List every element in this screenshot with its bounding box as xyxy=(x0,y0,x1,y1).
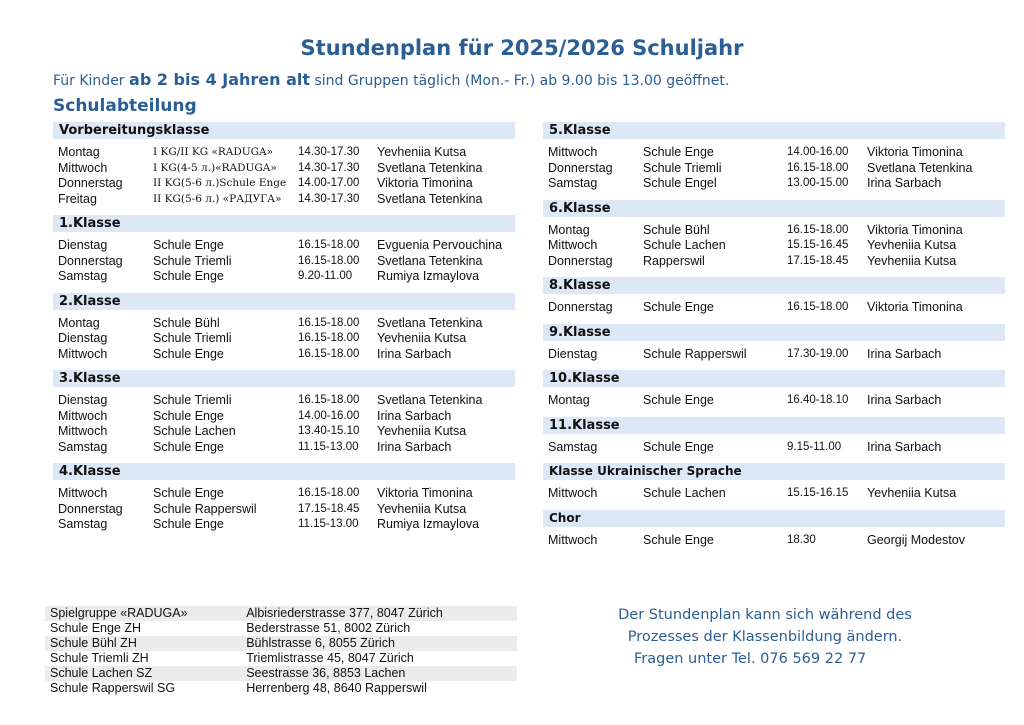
schedule-day: Freitag xyxy=(58,191,97,206)
class-section xyxy=(53,293,515,367)
schedule-place: Schule Engel xyxy=(643,176,717,190)
schedule-day: Donnerstag xyxy=(548,160,613,175)
schedule-day: Dienstag xyxy=(548,346,598,361)
schedule-row xyxy=(543,161,1005,177)
schedule-time: 16.40-18.10 xyxy=(787,394,849,406)
class-section xyxy=(543,463,1005,506)
class-section xyxy=(53,463,515,537)
schedule-place: Schule Enge xyxy=(153,486,224,500)
schedule-place: Schule Enge xyxy=(153,269,224,283)
schedule-day: Dienstag xyxy=(58,238,108,252)
schedule-teacher: Yevheniia Kutsa xyxy=(867,486,957,500)
schedule-place: Schule Enge xyxy=(153,346,224,361)
schedule-day: Mittwoch xyxy=(58,346,108,361)
address-street: Triemlistrasse 45, 8047 Zürich xyxy=(246,651,414,665)
schedule-day: Dienstag xyxy=(58,393,108,407)
schedule-row xyxy=(543,347,1005,363)
schedule-day: Mittwoch xyxy=(58,486,108,500)
schedule-time: 9.20-11.00 xyxy=(298,270,353,282)
schedule-day: Montag xyxy=(548,393,590,407)
schedule-place: Schule Enge xyxy=(643,393,714,407)
schedule-teacher: Irina Sarbach xyxy=(867,393,942,407)
schedule-place: II KG(5-6 л.) «РАДУГА» xyxy=(153,192,282,205)
schedule-teacher: Viktoria Timonina xyxy=(377,486,473,500)
schedule-teacher: Svetlana Tetenkina xyxy=(867,160,973,175)
schedule-time: 16.15-18.00 xyxy=(298,487,360,499)
schedule-time: 14.30-17.30 xyxy=(298,161,360,174)
address-street: Herrenberg 48, 8640 Rapperswil xyxy=(246,681,427,695)
schedule-teacher: Rumiya Izmaylova xyxy=(377,269,480,283)
section-title: 4.Klasse xyxy=(53,463,515,480)
schedule-day: Samstag xyxy=(548,439,598,454)
schedule-day: Samstag xyxy=(58,269,108,283)
section-title: 11.Klasse xyxy=(543,417,1005,434)
class-section xyxy=(53,370,515,459)
schedule-place: Schule Triemli xyxy=(153,253,232,268)
schedule-time: 11.15-13.00 xyxy=(298,440,359,453)
schedule-place: I KG(4-5 л.)«RADUGA» xyxy=(153,161,277,174)
schedule-teacher: Georgij Modestov xyxy=(867,532,965,547)
section-title: Chor xyxy=(543,510,1005,527)
schedule-day: Dienstag xyxy=(58,331,108,345)
schedule-place: Schule Triemli xyxy=(153,393,232,407)
schedule-place: Schule Enge xyxy=(153,238,224,252)
section-title: 8.Klasse xyxy=(543,277,1005,294)
schedule-place: I KG/II KG «RADUGA» xyxy=(153,146,274,158)
schedule-teacher: Irina Sarbach xyxy=(377,439,452,454)
schedule-teacher: Svetlana Tetenkina xyxy=(377,191,483,206)
section-title: 5.Klasse xyxy=(543,122,1005,139)
schedule-place: II KG(5-6 л.)Schule Enge xyxy=(153,177,287,189)
schedule-day: Mittwoch xyxy=(548,145,598,159)
schedule-row xyxy=(543,300,1005,316)
section-title: 10.Klasse xyxy=(543,370,1005,387)
schedule-time: 17.15-18.45 xyxy=(787,254,849,267)
schedule-day: Mittwoch xyxy=(58,424,108,438)
schedule-row xyxy=(53,192,515,208)
schedule-time: 11.15-13.00 xyxy=(298,518,359,530)
address-row xyxy=(45,651,517,666)
class-section xyxy=(53,215,515,289)
schedule-row xyxy=(53,254,515,270)
schedule-time: 17.30-19.00 xyxy=(787,347,849,360)
schedule-row xyxy=(543,440,1005,456)
department-heading: Schulabteilung xyxy=(53,96,197,116)
schedule-time: 14.30-17.30 xyxy=(298,192,360,205)
schedule-teacher: Svetlana Tetenkina xyxy=(377,393,483,407)
page-subtitle xyxy=(53,70,729,89)
schedule-place: Schule Enge xyxy=(643,532,714,547)
schedule-teacher: Svetlana Tetenkina xyxy=(377,253,483,268)
schedule-day: Samstag xyxy=(58,517,108,531)
schedule-time: 14.00-16.00 xyxy=(787,146,849,158)
schedule-day: Donnerstag xyxy=(58,501,123,516)
schedule-day: Montag xyxy=(58,145,100,159)
schedule-row xyxy=(543,223,1005,239)
page-title: Stundenplan für 2025/2026 Schuljahr xyxy=(300,36,744,60)
class-section xyxy=(543,122,1005,196)
class-section xyxy=(543,277,1005,320)
note-line-2: Prozesses der Klassenbildung ändern. xyxy=(627,629,903,645)
schedule-time: 16.15-18.00 xyxy=(787,301,849,313)
schedule-row xyxy=(53,424,515,440)
address-row xyxy=(45,606,517,621)
schedule-row xyxy=(53,517,515,533)
note-line-3: Fragen unter Tel. 076 569 22 77 xyxy=(634,651,867,667)
schedule-teacher: Evguenia Pervouchina xyxy=(377,238,503,252)
right-schedule-column xyxy=(543,122,1005,556)
subtitle-part1: Für Kinder xyxy=(53,73,130,89)
schedule-time: 15.15-16.15 xyxy=(787,487,849,499)
schedule-time: 17.15-18.45 xyxy=(298,502,360,515)
schedule-day: Donnerstag xyxy=(58,253,123,268)
schedule-time: 16.15-18.00 xyxy=(298,239,360,251)
schedule-time: 16.15-18.00 xyxy=(787,223,849,236)
class-section xyxy=(543,370,1005,413)
schedule-teacher: Svetlana Tetenkina xyxy=(377,315,483,330)
schedule-time: 16.15-18.00 xyxy=(298,394,360,406)
section-title: 9.Klasse xyxy=(543,324,1005,341)
schedule-day: Montag xyxy=(548,222,590,237)
schedule-place: Schule Bühl xyxy=(643,222,710,237)
schedule-row xyxy=(53,502,515,518)
schedule-row xyxy=(53,393,515,409)
section-title: Klasse Ukrainischer Sprache xyxy=(543,463,1005,480)
schedule-time: 14.00-17.00 xyxy=(298,177,360,189)
schedule-row xyxy=(543,254,1005,270)
schedule-teacher: Viktoria Timonina xyxy=(867,145,963,159)
schedule-teacher: Irina Sarbach xyxy=(867,439,942,454)
schedule-row xyxy=(543,176,1005,192)
schedule-time: 14.00-16.00 xyxy=(298,409,360,422)
schedule-place: Schule Enge xyxy=(643,439,714,454)
schedule-row xyxy=(53,347,515,363)
schedule-teacher: Yevheniia Kutsa xyxy=(867,238,957,252)
schedule-day: Donnerstag xyxy=(548,300,613,314)
schedule-place: Schule Lachen xyxy=(153,424,236,438)
schedule-day: Donnerstag xyxy=(58,176,123,190)
schedule-time: 18.30 xyxy=(787,533,816,546)
schedule-day: Samstag xyxy=(58,439,108,454)
schedule-place: Schule Bühl xyxy=(153,315,220,330)
schedule-place: Schule Enge xyxy=(153,439,224,454)
class-section xyxy=(53,122,515,211)
schedule-row xyxy=(53,486,515,502)
address-row xyxy=(45,621,517,636)
schedule-place: Schule Enge xyxy=(643,300,714,314)
schedule-note xyxy=(600,604,930,670)
address-table xyxy=(45,606,517,696)
schedule-teacher: Svetlana Tetenkina xyxy=(377,160,483,175)
subtitle-part2: sind Gruppen täglich (Mon.- Fr.) ab 9.00 bis 13.00 geöffnet. xyxy=(310,73,730,89)
schedule-place: Schule Triemli xyxy=(643,160,722,175)
schedule-day: Mittwoch xyxy=(548,238,598,252)
schedule-place: Schule Rapperswil xyxy=(153,501,257,516)
schedule-teacher: Irina Sarbach xyxy=(377,408,452,423)
schedule-row xyxy=(53,316,515,332)
schedule-place: Schule Enge xyxy=(153,517,224,531)
schedule-teacher: Yevheniia Kutsa xyxy=(377,501,467,516)
note-line-1: Der Stundenplan kann sich während des xyxy=(618,607,912,623)
schedule-row xyxy=(543,238,1005,254)
subtitle-bold: ab 2 bis 4 Jahren alt xyxy=(129,70,311,89)
class-section xyxy=(543,324,1005,367)
schedule-day: Donnerstag xyxy=(548,253,613,268)
schedule-teacher: Irina Sarbach xyxy=(867,176,942,190)
schedule-row xyxy=(53,176,515,192)
schedule-row xyxy=(543,486,1005,502)
section-title: 1.Klasse xyxy=(53,215,515,232)
address-street: Bederstrasse 51, 8002 Zürich xyxy=(246,621,411,635)
schedule-teacher: Viktoria Timonina xyxy=(867,222,963,237)
schedule-day: Montag xyxy=(58,315,100,330)
class-section xyxy=(543,510,1005,553)
schedule-day: Samstag xyxy=(548,176,598,190)
schedule-place: Schule Triemli xyxy=(153,331,232,345)
schedule-teacher: Viktoria Timonina xyxy=(377,176,473,190)
section-title: 3.Klasse xyxy=(53,370,515,387)
schedule-row xyxy=(543,393,1005,409)
address-school: Schule Rapperswil SG xyxy=(50,681,176,695)
schedule-row xyxy=(543,145,1005,161)
schedule-time: 14.30-17.30 xyxy=(298,146,360,158)
schedule-place: Rapperswil xyxy=(643,253,705,268)
address-row xyxy=(45,636,517,651)
schedule-time: 15.15-16.45 xyxy=(787,239,849,251)
section-title: Vorbereitungsklasse xyxy=(53,122,515,139)
schedule-teacher: Yevheniia Kutsa xyxy=(377,145,467,159)
address-street: Albisriederstrasse 377, 8047 Zürich xyxy=(246,606,443,620)
address-school: Schule Enge ZH xyxy=(50,621,142,635)
schedule-row xyxy=(53,238,515,254)
schedule-teacher: Viktoria Timonina xyxy=(867,300,963,314)
schedule-time: 16.15-18.00 xyxy=(298,254,360,267)
schedule-day: Mittwoch xyxy=(58,408,108,423)
schedule-place: Schule Enge xyxy=(643,145,714,159)
schedule-time: 16.15-18.00 xyxy=(298,316,360,329)
schedule-teacher: Yevheniia Kutsa xyxy=(377,424,467,438)
left-schedule-column xyxy=(53,122,515,541)
schedule-day: Mittwoch xyxy=(58,160,108,175)
class-section xyxy=(543,417,1005,460)
schedule-row xyxy=(543,533,1005,549)
section-title: 2.Klasse xyxy=(53,293,515,310)
class-section xyxy=(543,200,1005,274)
section-title: 6.Klasse xyxy=(543,200,1005,217)
schedule-time: 13.00-15.00 xyxy=(787,177,849,189)
schedule-row xyxy=(53,409,515,425)
address-school: Spielgruppe «RADUGA» xyxy=(50,606,188,620)
schedule-teacher: Yevheniia Kutsa xyxy=(867,253,957,268)
address-school: Schule Bühl ZH xyxy=(50,636,137,650)
schedule-row xyxy=(53,440,515,456)
schedule-row xyxy=(53,331,515,347)
address-street: Bühlstrasse 6, 8055 Zürich xyxy=(246,636,395,650)
schedule-time: 16.15-18.00 xyxy=(298,347,360,360)
schedule-place: Schule Lachen xyxy=(643,486,726,500)
schedule-time: 9.15-11.00 xyxy=(787,440,842,453)
schedule-teacher: Yevheniia Kutsa xyxy=(377,331,467,345)
schedule-teacher: Irina Sarbach xyxy=(867,346,942,361)
schedule-row xyxy=(53,269,515,285)
address-row xyxy=(45,666,517,681)
schedule-teacher: Irina Sarbach xyxy=(377,346,452,361)
schedule-row xyxy=(53,161,515,177)
schedule-row xyxy=(53,145,515,161)
address-school: Schule Lachen SZ xyxy=(50,666,153,680)
schedule-day: Mittwoch xyxy=(548,532,598,547)
schedule-time: 16.15-18.00 xyxy=(298,332,360,344)
address-school: Schule Triemli ZH xyxy=(50,651,149,665)
schedule-time: 16.15-18.00 xyxy=(787,161,849,174)
schedule-place: Schule Enge xyxy=(153,408,224,423)
schedule-day: Mittwoch xyxy=(548,486,598,500)
schedule-place: Schule Rapperswil xyxy=(643,346,747,361)
schedule-teacher: Rumiya Izmaylova xyxy=(377,517,480,531)
schedule-place: Schule Lachen xyxy=(643,238,726,252)
address-row xyxy=(45,681,517,696)
schedule-time: 13.40-15.10 xyxy=(298,425,360,437)
address-street: Seestrasse 36, 8853 Lachen xyxy=(246,666,406,680)
